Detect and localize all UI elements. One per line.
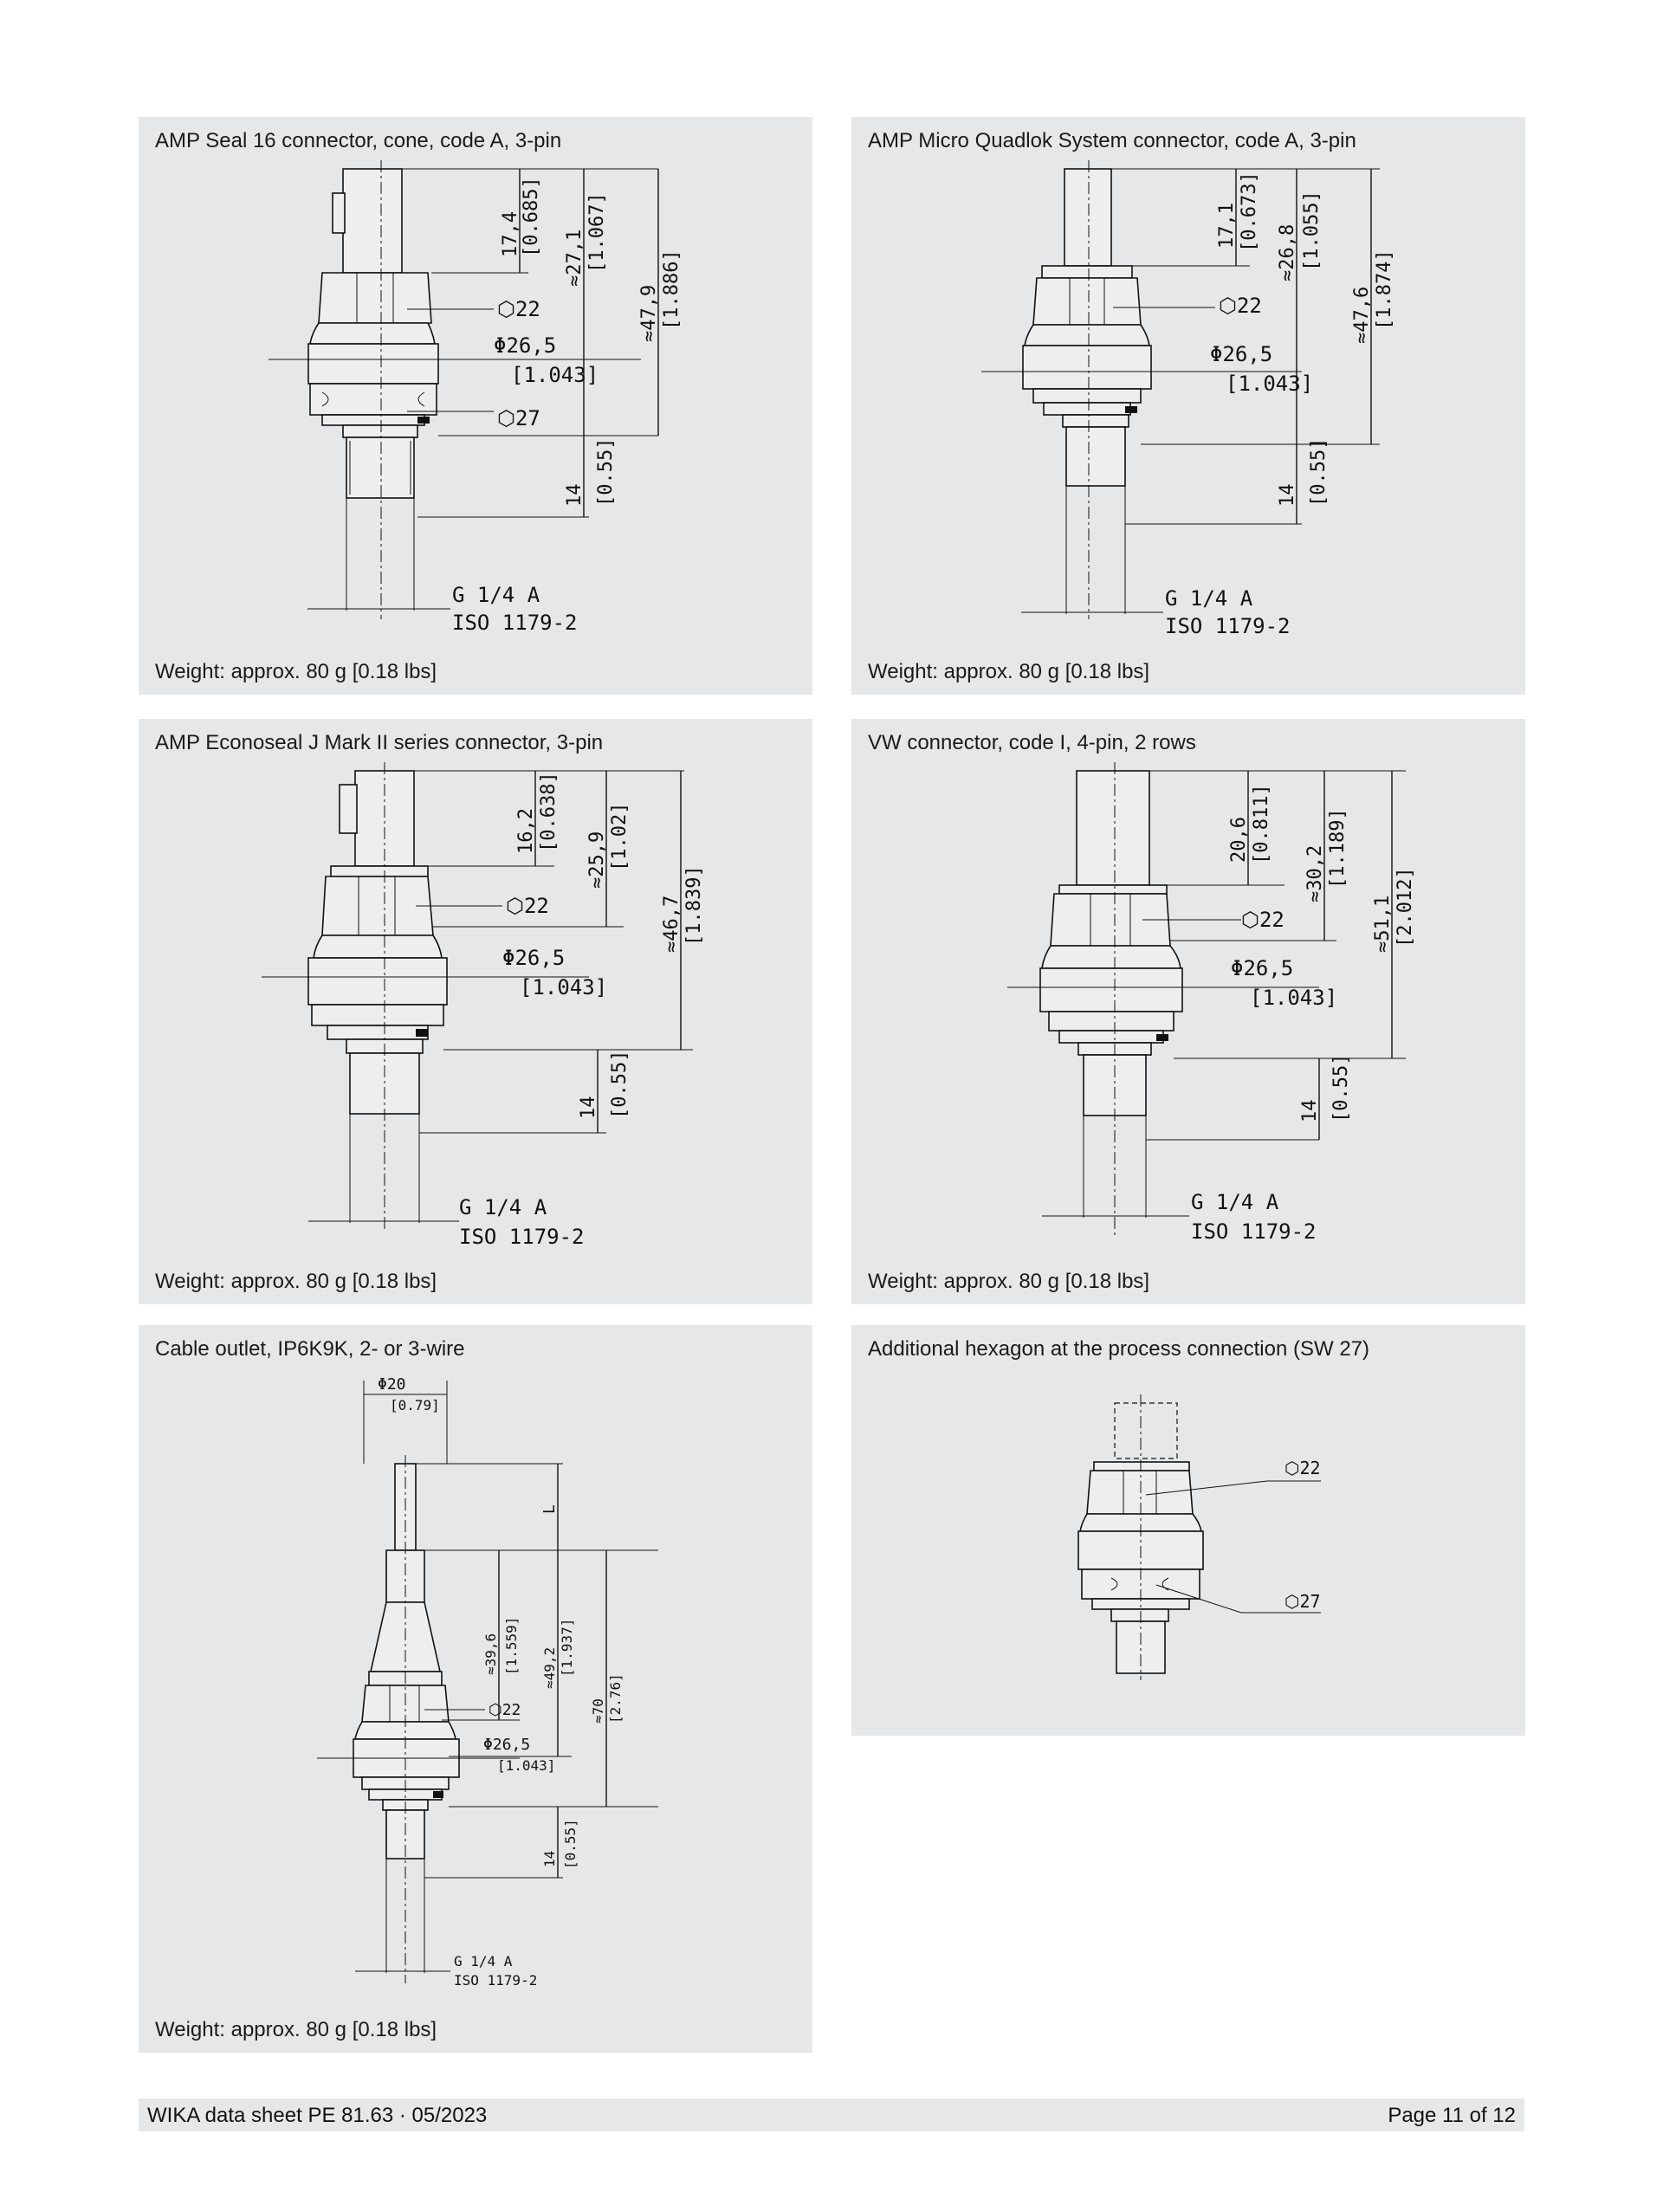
hex1-label: ⬡22 (1219, 294, 1262, 318)
dim-height-1-inch: [0.685] (521, 177, 542, 257)
thread-label: G 1/4 A (452, 583, 540, 607)
drawing-panel-vw (851, 719, 1525, 1304)
body-collar (1023, 346, 1151, 389)
dim-height-2-inch: [1.937] (559, 1618, 575, 1677)
drawing-panel-cable-outlet (139, 1325, 812, 2053)
connector-housing (1064, 169, 1111, 266)
dim-height-1: 17,1 (1216, 203, 1238, 249)
dim-height-1-inch: [0.673] (1239, 171, 1260, 252)
weight-text: Weight: approx. 80 g [0.18 lbs] (155, 1270, 437, 1293)
drawing-panel-econoseal (139, 719, 812, 1304)
dim-thread-length: 14 (564, 483, 586, 507)
diameter-label: Φ26,5 (1210, 342, 1273, 366)
dim-height-1-inch: [0.811] (1251, 784, 1272, 864)
standard-label: ISO 1179-2 (452, 611, 578, 635)
dim-height-3: ≈70 (590, 1698, 606, 1724)
page-footer (139, 2099, 1524, 2131)
dim-height-3-inch: [1.874] (1374, 249, 1395, 330)
hex1-label: ⬡22 (1241, 908, 1284, 932)
dim-height-2: ≈49,2 (541, 1646, 558, 1689)
dim-thread-length-inch: [0.55] (609, 1050, 631, 1119)
dim-thread-length-inch: [0.55] (562, 1819, 579, 1869)
weight-text: Weight: approx. 80 g [0.18 lbs] (155, 660, 437, 683)
standard-label: ISO 1179-2 (459, 1225, 585, 1249)
hex1-label: ⬡22 (497, 297, 540, 321)
body-collar (308, 958, 447, 1005)
standard-label: ISO 1179-2 (1165, 614, 1291, 638)
dim-height-3: ≈47,6 (1351, 286, 1373, 344)
body-collar (308, 344, 438, 384)
dim-thread-length: 14 (578, 1096, 599, 1119)
dim-height-2-inch: [1.02] (609, 802, 631, 871)
dim-height-1: 16,2 (515, 808, 537, 854)
dim-thread-length: 14 (1299, 1099, 1321, 1122)
dim-height-1-inch: [1.559] (503, 1616, 520, 1675)
diameter-label: Φ26,5 (502, 946, 566, 970)
thread-g14 (346, 437, 414, 498)
thread-g14 (1084, 1055, 1146, 1116)
panel-title: VW connector, code I, 4-pin, 2 rows (868, 731, 1196, 754)
dim-thread-length-inch: [0.55] (595, 437, 617, 507)
panel-title: AMP Micro Quadlok System connector, code A, 3-pin (868, 129, 1356, 152)
dim-height-1: 17,4 (500, 211, 521, 257)
thread-label: G 1/4 A (454, 1953, 513, 1969)
connector-housing (343, 169, 402, 273)
dim-thread-length-inch: [0.55] (1308, 437, 1330, 507)
panel-title: AMP Seal 16 connector, cone, code A, 3-pin (155, 129, 562, 152)
standard-label: ISO 1179-2 (454, 1972, 538, 1989)
dim-height-3-inch: [1.886] (661, 249, 683, 330)
thread-g14 (1066, 427, 1125, 486)
dim-thread-length: 14 (541, 1850, 558, 1867)
dim-height-3: ≈51,1 (1372, 895, 1394, 953)
dim-height-3: ≈46,7 (661, 895, 683, 953)
hex1-label: ⬡22 (506, 894, 549, 918)
dimension-drawing (139, 117, 812, 695)
panel-title: AMP Econoseal J Mark II series connector, 3-pin (155, 731, 604, 754)
thread-label: G 1/4 A (1165, 586, 1253, 611)
drawing-panel-micro-quadlok (851, 117, 1525, 695)
dim-height-3: ≈47,9 (638, 284, 660, 342)
dim-height-3-inch: [2.012] (1394, 867, 1416, 948)
dim-thread-length-inch: [0.55] (1330, 1053, 1352, 1122)
connector-housing (1077, 771, 1149, 885)
dim-height-2: ≈27,1 (564, 229, 586, 287)
hex-22 (319, 273, 431, 323)
dimension-drawing (851, 719, 1525, 1304)
hex-27 (310, 384, 437, 415)
footer-document-id: WIKA data sheet PE 81.63 · 05/2023 (147, 2104, 488, 2127)
hex-22 (1033, 278, 1141, 325)
dim-height-2-inch: [1.055] (1301, 191, 1323, 271)
dim-height-2: ≈30,2 (1304, 844, 1326, 902)
diameter-label: Φ26,5 (494, 333, 557, 358)
dimension-drawing (851, 117, 1525, 695)
dim-height-3-inch: [1.839] (683, 865, 705, 946)
panel-title: Additional hexagon at the process connection (SW 27) (868, 1337, 1370, 1361)
diameter-inch: [1.043] (1226, 372, 1314, 396)
hex-22 (1087, 1471, 1193, 1514)
standard-label: ISO 1179-2 (1191, 1219, 1317, 1244)
drawing-panel-amp-seal (139, 117, 812, 695)
dim-height-3-inch: [2.76] (607, 1673, 624, 1724)
connector-outline (1115, 1403, 1177, 1458)
diameter-inch: [1.043] (511, 363, 599, 387)
dim-cable-diameter-inch: [0.79] (390, 1397, 440, 1413)
weight-text: Weight: approx. 80 g [0.18 lbs] (155, 2018, 437, 2041)
dimension-drawing (139, 719, 812, 1304)
diameter-inch: [1.043] (520, 975, 608, 999)
dim-thread-length: 14 (1277, 483, 1298, 507)
hex1-label: ⬡22 (1284, 1458, 1321, 1478)
thread-label: G 1/4 A (459, 1195, 547, 1219)
dim-height-1-inch: [0.638] (538, 772, 560, 852)
body-collar (1040, 968, 1182, 1012)
dim-cable-length: L (540, 1504, 559, 1514)
diameter-inch: [1.043] (497, 1757, 556, 1774)
drawing-panel-additional-hexagon (851, 1325, 1525, 1736)
hex1-label: ⬡22 (489, 1701, 521, 1719)
dim-height-2: ≈26,8 (1277, 223, 1298, 281)
footer-page-number: Page 11 of 12 (1388, 2104, 1516, 2127)
weight-text: Weight: approx. 80 g [0.18 lbs] (868, 1270, 1150, 1293)
dim-cable-diameter: Φ20 (378, 1375, 406, 1394)
hex2-label: ⬡27 (497, 406, 540, 430)
dim-height-1: 20,6 (1228, 817, 1250, 863)
dimension-drawing (139, 1325, 812, 2053)
dim-height-2: ≈25,9 (586, 831, 608, 889)
panel-title: Cable outlet, IP6K9K, 2- or 3-wire (155, 1337, 465, 1361)
diameter-label: Φ26,5 (1231, 956, 1294, 980)
weight-text: Weight: approx. 80 g [0.18 lbs] (868, 660, 1150, 683)
dim-height-2-inch: [1.189] (1327, 808, 1349, 889)
thread-label: G 1/4 A (1191, 1190, 1279, 1214)
dim-height-1: ≈39,6 (482, 1633, 499, 1675)
diameter-inch: [1.043] (1250, 986, 1338, 1010)
hex2-label: ⬡27 (1284, 1591, 1321, 1612)
dimension-drawing (851, 1325, 1525, 1736)
dim-height-2-inch: [1.067] (586, 192, 608, 273)
diameter-label: Φ26,5 (483, 1736, 531, 1754)
